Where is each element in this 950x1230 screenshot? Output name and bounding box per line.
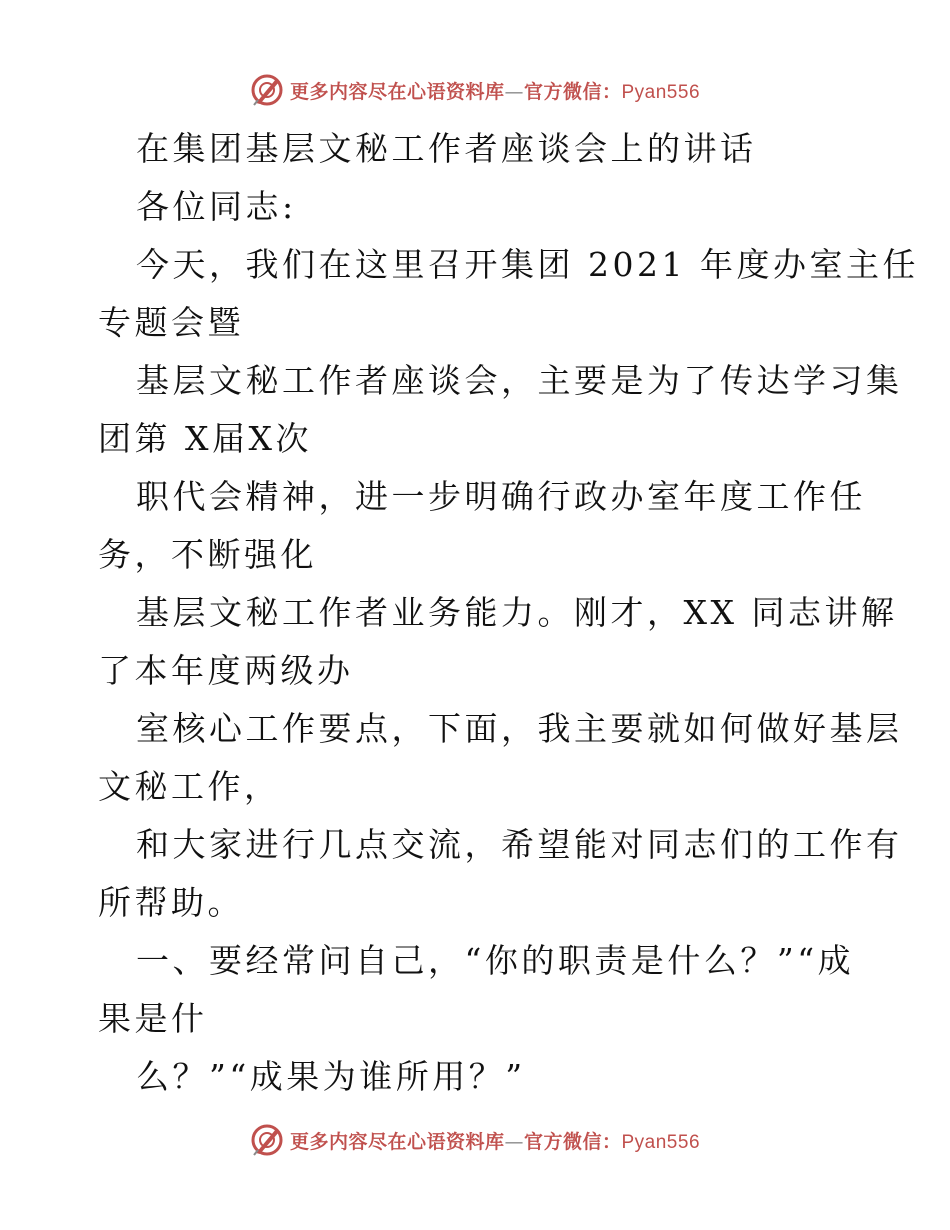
quill-logo-icon — [250, 73, 284, 107]
text-line: 在集团基层文秘工作者座谈会上的讲话 — [136, 129, 757, 168]
text-line: 所帮助。 — [98, 883, 244, 922]
text-line: 基层文秘工作者业务能力。刚才，XX 同志讲解 — [136, 593, 898, 632]
text-line: 团第 X届X次 — [98, 419, 312, 458]
text-line: 文秘工作， — [98, 767, 281, 806]
text-line: 务，不断强化 — [98, 535, 317, 574]
text-line: 一、要经常问自己，“你的职责是什么？”“成 — [136, 941, 855, 980]
watermark-brand: 更多内容尽在心语资料库 — [289, 1130, 505, 1153]
document-body — [98, 120, 919, 1106]
text-line: 室核心工作要点，下面，我主要就如何做好基层 — [136, 709, 903, 748]
text-line: 基层文秘工作者座谈会，主要是为了传达学习集 — [136, 361, 903, 400]
header-watermark — [0, 70, 950, 110]
footer-watermark — [0, 1120, 950, 1160]
text-line: 了本年度两级办 — [98, 651, 354, 690]
watermark-brand: 更多内容尽在心语资料库 — [289, 80, 505, 103]
text-line: 果是什 — [98, 999, 208, 1038]
text-line: 和大家进行几点交流，希望能对同志们的工作有 — [136, 825, 903, 864]
text-line: 今天，我们在这里召开集团 2021 年度办室主任 — [136, 245, 919, 284]
text-line: 专题会暨 — [98, 303, 244, 342]
watermark-separator: — — [504, 80, 524, 103]
watermark-text — [290, 1127, 700, 1154]
text-line: 职代会精神，进一步明确行政办室年度工作任 — [136, 477, 866, 516]
watermark-official: 官方微信： — [523, 80, 622, 103]
quill-logo-icon — [250, 1123, 284, 1157]
watermark-official: 官方微信： — [523, 1130, 622, 1153]
watermark-id: Pyan556 — [621, 81, 701, 103]
watermark-text — [290, 77, 700, 104]
watermark-id: Pyan556 — [621, 1131, 701, 1153]
watermark-separator: — — [504, 1130, 524, 1153]
text-line: 各位同志: — [136, 187, 297, 226]
text-line: 么？”“成果为谁所用？” — [136, 1057, 526, 1096]
